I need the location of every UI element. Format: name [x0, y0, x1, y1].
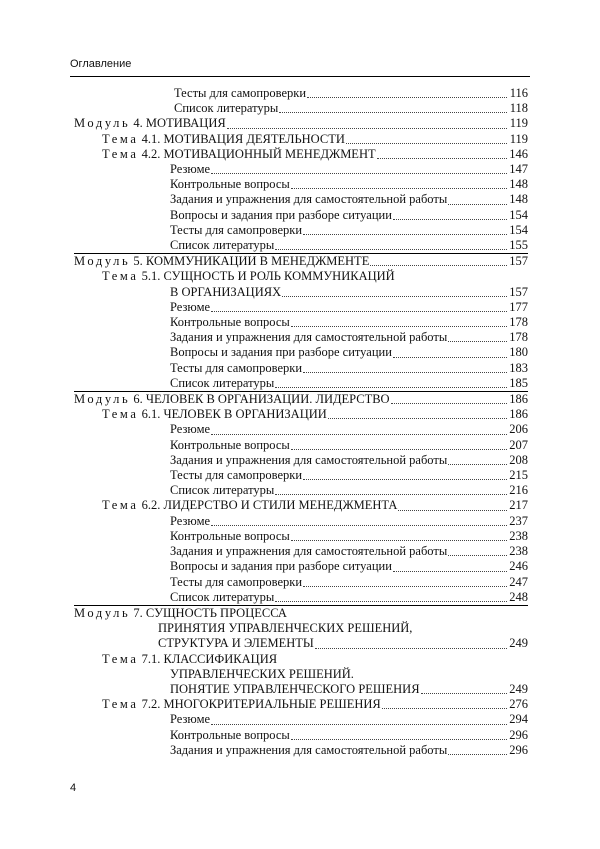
toc-entry-title: [102, 132, 345, 147]
dot-leader: [303, 233, 507, 235]
toc-entry: [74, 728, 528, 743]
toc-entry-text: СТРУКТУРА И ЭЛЕМЕНТЫ: [158, 636, 314, 651]
toc-entry-prefix: Тема: [102, 498, 139, 513]
toc-entry-text: ПОНЯТИЕ УПРАВЛЕНЧЕСКОГО РЕШЕНИЯ: [170, 681, 420, 696]
toc-entry-title: [170, 361, 302, 376]
toc-entry-text: В ОРГАНИЗАЦИЯХ: [170, 284, 282, 299]
toc-page-number: 177: [509, 299, 528, 314]
toc-page-number: 185: [509, 375, 528, 390]
toc-entry-title: [170, 483, 274, 498]
toc-entry: [74, 330, 528, 345]
toc-entry-text: Тесты для самопроверки: [170, 222, 303, 237]
toc-page-number: 217: [509, 498, 528, 513]
toc-entry-text: 7.2. МНОГОКРИТЕРИАЛЬНЫЕ РЕШЕНИЯ: [138, 697, 381, 712]
toc-page-number: 207: [509, 437, 528, 452]
toc-entry-title: [174, 86, 306, 101]
toc-page-number: 183: [509, 360, 528, 375]
toc-entry-prefix: Модуль: [74, 392, 131, 407]
toc-entry-text: Тесты для самопроверки: [170, 360, 303, 375]
table-of-contents: [74, 86, 528, 758]
toc-entry-title: [158, 621, 412, 636]
dot-leader: [279, 111, 507, 113]
toc-entry-title: [170, 438, 290, 453]
dot-leader: [346, 142, 507, 144]
toc-page-number: 180: [509, 345, 528, 360]
toc-entry-text: Список литературы: [174, 101, 279, 116]
toc-entry-title: [170, 192, 447, 207]
toc-entry-text: Резюме: [170, 422, 211, 437]
dot-leader: [328, 417, 507, 419]
toc-entry: [74, 269, 528, 284]
dot-leader: [211, 172, 507, 174]
toc-entry-prefix: Модуль: [74, 254, 131, 269]
dot-leader: [211, 723, 507, 725]
toc-entry-text: 7. СУЩНОСТЬ ПРОЦЕССА: [130, 605, 287, 620]
dot-leader: [227, 127, 507, 129]
toc-entry-text: Список литературы: [170, 589, 275, 604]
toc-entry-title: [102, 407, 327, 422]
toc-entry-title: [170, 575, 302, 590]
toc-entry-text: Тесты для самопроверки: [170, 468, 303, 483]
toc-entry-text: Тесты для самопроверки: [174, 86, 307, 100]
toc-page-number: 237: [509, 513, 528, 528]
toc-entry-title: [102, 697, 381, 712]
toc-page-number: 296: [509, 727, 528, 742]
header-rule: [70, 76, 530, 77]
dot-leader: [393, 570, 507, 572]
toc-entry-prefix: Тема: [102, 131, 139, 146]
dot-leader: [303, 371, 507, 373]
toc-entry-title: [102, 147, 376, 162]
dot-leader: [448, 554, 507, 556]
toc-entry: [74, 667, 528, 682]
toc-entry-text: Резюме: [170, 513, 211, 528]
toc-entry: [74, 376, 528, 391]
toc-entry: [74, 86, 528, 101]
toc-entry-text: 7.1. КЛАССИФИКАЦИЯ: [138, 651, 278, 666]
toc-entry-title: [74, 116, 226, 131]
dot-leader: [421, 692, 507, 694]
toc-entry-title: [158, 636, 314, 651]
toc-entry: [74, 590, 528, 605]
toc-entry-title: [170, 667, 354, 682]
dot-leader: [275, 248, 507, 250]
toc-entry-title: [170, 330, 447, 345]
toc-entry-title: [170, 712, 210, 727]
toc-entry-title: [170, 223, 302, 238]
toc-page-number: 296: [509, 742, 528, 757]
toc-page-number: 154: [509, 222, 528, 237]
toc-page-number: 119: [509, 116, 528, 131]
dot-leader: [211, 524, 507, 526]
toc-entry: [74, 223, 528, 238]
toc-page-number: 154: [509, 207, 528, 222]
toc-entry: [74, 712, 528, 727]
toc-page-number: 206: [509, 422, 528, 437]
toc-page-number: 155: [509, 238, 528, 253]
toc-page-number: 116: [509, 86, 528, 100]
toc-entry: [74, 147, 528, 162]
dot-leader: [291, 187, 507, 189]
toc-entry-title: [102, 269, 395, 284]
toc-entry: [74, 743, 528, 758]
toc-entry: [74, 697, 528, 712]
toc-entry-title: [170, 285, 281, 300]
toc-entry-title: [170, 514, 210, 529]
toc-entry: [74, 345, 528, 360]
toc-entry: [74, 315, 528, 330]
toc-entry: [74, 636, 528, 651]
toc-entry: [74, 652, 528, 667]
toc-entry-prefix: Тема: [102, 269, 139, 284]
toc-entry: [74, 559, 528, 574]
toc-page-number: 248: [509, 589, 528, 604]
toc-entry-text: Список литературы: [170, 483, 275, 498]
toc-entry-text: Список литературы: [170, 375, 275, 390]
toc-entry: [74, 391, 528, 407]
toc-page-number: 238: [509, 528, 528, 543]
dot-leader: [391, 402, 507, 404]
toc-page-number: 238: [509, 544, 528, 559]
toc-entry-text: Контрольные вопросы: [170, 727, 290, 742]
dot-leader: [291, 738, 507, 740]
dot-leader: [370, 264, 507, 266]
toc-page-number: 246: [509, 559, 528, 574]
toc-entry: [74, 407, 528, 422]
toc-entry: [74, 422, 528, 437]
toc-entry-title: [74, 606, 287, 621]
toc-page-number: 146: [509, 146, 528, 161]
dot-leader: [291, 448, 507, 450]
toc-entry: [74, 498, 528, 513]
dot-leader: [307, 96, 507, 98]
dot-leader: [282, 295, 507, 297]
toc-entry-title: [170, 376, 274, 391]
toc-entry-text: ПРИНЯТИЯ УПРАВЛЕНЧЕСКИХ РЕШЕНИЙ,: [158, 621, 413, 636]
toc-entry: [74, 162, 528, 177]
toc-entry-title: [102, 498, 397, 513]
dot-leader: [291, 539, 507, 541]
toc-entry-text: Задания и упражнения для самостоятельной работы: [170, 544, 448, 559]
dot-leader: [211, 310, 507, 312]
toc-page-number: 215: [509, 468, 528, 483]
toc-entry: [74, 605, 528, 621]
toc-page-number: 119: [509, 131, 528, 146]
toc-entry: [74, 483, 528, 498]
toc-entry-text: УПРАВЛЕНЧЕСКИХ РЕШЕНИЙ.: [170, 666, 354, 681]
toc-page-number: 276: [509, 697, 528, 712]
toc-entry-title: [170, 743, 447, 758]
toc-entry: [74, 132, 528, 147]
toc-entry-title: [170, 544, 447, 559]
dot-leader: [211, 433, 507, 435]
toc-entry-text: Задания и упражнения для самостоятельной работы: [170, 452, 448, 467]
toc-entry: [74, 116, 528, 131]
toc-entry-title: [74, 392, 390, 407]
toc-entry-title: [170, 559, 392, 574]
toc-entry-title: [170, 728, 290, 743]
dot-leader: [303, 585, 507, 587]
toc-entry: [74, 438, 528, 453]
toc-entry-prefix: Модуль: [74, 605, 131, 620]
toc-entry-prefix: Модуль: [74, 116, 131, 131]
toc-entry-text: Контрольные вопросы: [170, 177, 290, 192]
toc-entry-text: 5. КОММУНИКАЦИИ В МЕНЕДЖМЕНТЕ: [130, 254, 370, 269]
dot-leader: [448, 203, 507, 205]
toc-page-number: 216: [509, 483, 528, 498]
dot-leader: [315, 647, 507, 649]
toc-entry-text: 4.1. МОТИВАЦИЯ ДЕЯТЕЛЬНОСТИ: [138, 131, 345, 146]
toc-entry: [74, 101, 528, 116]
dot-leader: [393, 356, 507, 358]
toc-entry-text: Задания и упражнения для самостоятельной работы: [170, 742, 448, 757]
toc-entry-text: Вопросы и задания при разборе ситуации: [170, 207, 392, 222]
toc-entry: [74, 529, 528, 544]
toc-entry-title: [170, 529, 290, 544]
toc-entry-text: Список литературы: [170, 238, 275, 253]
toc-page-number: 147: [509, 162, 528, 177]
toc-entry: [74, 285, 528, 300]
dot-leader: [398, 509, 507, 511]
toc-entry-text: Вопросы и задания при разборе ситуации: [170, 345, 392, 360]
dot-leader: [377, 157, 507, 159]
toc-entry-title: [170, 162, 210, 177]
toc-entry: [74, 621, 528, 636]
toc-entry-prefix: Тема: [102, 697, 139, 712]
toc-entry-title: [170, 238, 274, 253]
toc-entry-title: [174, 101, 278, 116]
toc-entry: [74, 575, 528, 590]
toc-entry-text: 5.1. СУЩНОСТЬ И РОЛЬ КОММУНИКАЦИЙ: [138, 269, 395, 284]
toc-entry-text: 6. ЧЕЛОВЕК В ОРГАНИЗАЦИИ. ЛИДЕРСТВО: [130, 392, 390, 407]
toc-entry-text: Вопросы и задания при разборе ситуации: [170, 559, 392, 574]
page-number: 4: [70, 782, 77, 794]
toc-page-number: 178: [509, 315, 528, 330]
toc-entry-prefix: Тема: [102, 651, 139, 666]
toc-entry-title: [74, 254, 369, 269]
toc-page-number: 157: [509, 254, 528, 269]
toc-page-number: 118: [509, 101, 528, 116]
dot-leader: [393, 218, 507, 220]
toc-entry-title: [170, 208, 392, 223]
toc-entry: [74, 453, 528, 468]
toc-entry-title: [170, 345, 392, 360]
toc-page-number: 247: [509, 574, 528, 589]
toc-entry: [74, 300, 528, 315]
toc-entry-title: [170, 590, 274, 605]
toc-entry: [74, 208, 528, 223]
toc-page-number: 249: [509, 681, 528, 696]
toc-page-number: 294: [509, 712, 528, 727]
dot-leader: [291, 325, 507, 327]
dot-leader: [275, 600, 507, 602]
toc-entry-text: 6.1. ЧЕЛОВЕК В ОРГАНИЗАЦИИ: [138, 407, 327, 422]
dot-leader: [382, 707, 507, 709]
toc-page-number: 249: [509, 636, 528, 651]
toc-entry-text: Контрольные вопросы: [170, 437, 290, 452]
toc-entry: [74, 253, 528, 269]
toc-entry-text: Задания и упражнения для самостоятельной работы: [170, 330, 448, 345]
toc-page-number: 148: [509, 177, 528, 192]
toc-entry-title: [170, 682, 420, 697]
toc-entry-title: [170, 468, 302, 483]
dot-leader: [303, 478, 507, 480]
toc-entry: [74, 361, 528, 376]
toc-entry-text: 6.2. ЛИДЕРСТВО И СТИЛИ МЕНЕДЖМЕНТА: [138, 498, 398, 513]
toc-page-number: 157: [509, 284, 528, 299]
toc-entry-text: Резюме: [170, 712, 211, 727]
toc-entry-title: [170, 453, 447, 468]
running-header: Оглавление: [70, 58, 132, 70]
toc-entry: [74, 192, 528, 207]
dot-leader: [448, 340, 507, 342]
toc-entry-prefix: Тема: [102, 146, 139, 161]
dot-leader: [275, 386, 507, 388]
toc-entry-text: Контрольные вопросы: [170, 528, 290, 543]
toc-entry: [74, 177, 528, 192]
toc-entry-title: [170, 177, 290, 192]
toc-entry-text: 4.2. МОТИВАЦИОННЫЙ МЕНЕДЖМЕНТ: [138, 146, 376, 161]
toc-entry-prefix: Тема: [102, 407, 139, 422]
toc-entry: [74, 238, 528, 253]
toc-entry-text: Контрольные вопросы: [170, 315, 290, 330]
toc-entry-title: [170, 315, 290, 330]
toc-entry-title: [170, 422, 210, 437]
toc-page-number: 208: [509, 452, 528, 467]
toc-entry: [74, 682, 528, 697]
toc-page-number: 178: [509, 330, 528, 345]
toc-page-number: 186: [509, 407, 528, 422]
toc-entry: [74, 468, 528, 483]
toc-page-number: 148: [509, 192, 528, 207]
toc-entry-text: Тесты для самопроверки: [170, 574, 303, 589]
toc-entry-text: Задания и упражнения для самостоятельной работы: [170, 192, 448, 207]
toc-entry-text: 4. МОТИВАЦИЯ: [130, 116, 226, 131]
toc-entry: [74, 544, 528, 559]
toc-page-number: 186: [509, 392, 528, 407]
toc-entry-title: [170, 300, 210, 315]
dot-leader: [448, 753, 507, 755]
dot-leader: [448, 463, 507, 465]
dot-leader: [275, 493, 507, 495]
toc-entry: [74, 514, 528, 529]
toc-entry-text: Резюме: [170, 162, 211, 177]
toc-entry-title: [102, 652, 277, 667]
toc-entry-text: Резюме: [170, 299, 211, 314]
